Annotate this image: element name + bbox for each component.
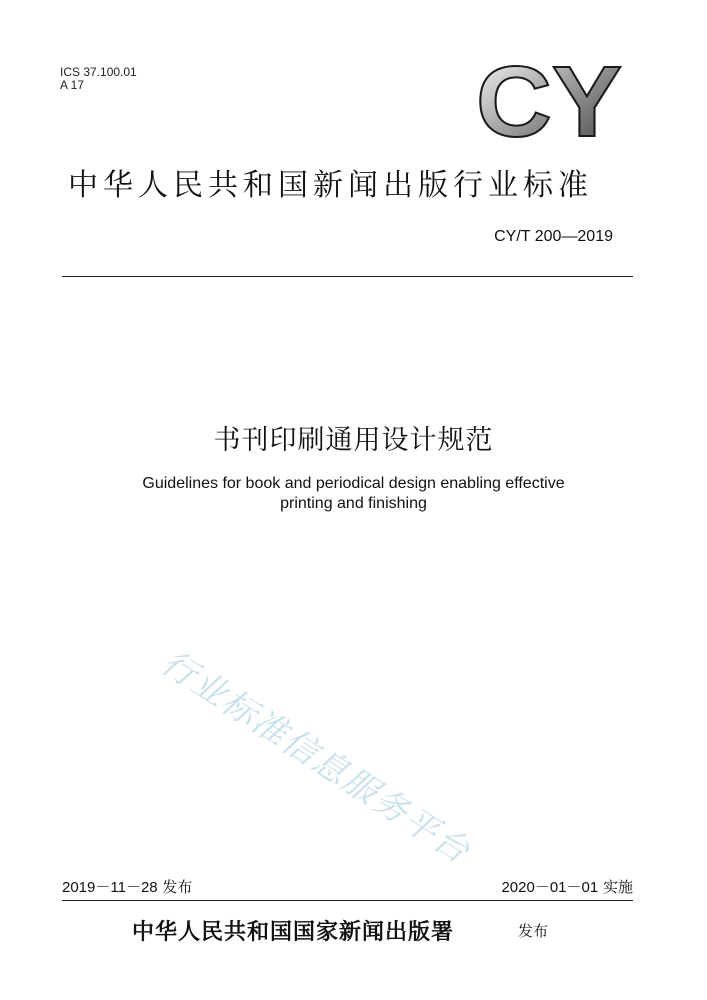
issue-date: 2019－11－28	[62, 879, 158, 896]
publish-label: 发布	[518, 922, 549, 940]
implement-label: 实施	[602, 878, 633, 896]
standard-category-title: 中华人民共和国新闻出版行业标准	[68, 168, 593, 203]
logo-text: CY	[476, 56, 622, 142]
cy-logo	[474, 56, 624, 142]
title-en-line1: Guidelines for book and periodical design enabling effective	[142, 475, 565, 492]
watermark: 行业标准信息服务平台	[153, 642, 478, 873]
standard-number: CY/T 200—2019	[494, 228, 613, 245]
classification-codes	[60, 66, 137, 92]
title-en-line2: printing and finishing	[280, 495, 427, 512]
issue-date-block	[62, 876, 192, 897]
footer-divider	[62, 900, 633, 901]
class-code: A 17	[60, 78, 85, 92]
implement-date-block	[501, 876, 633, 897]
header-divider	[62, 276, 633, 277]
implement-date: 2020－01－01	[501, 879, 599, 896]
publisher-name: 中华人民共和国国家新闻出版署	[132, 919, 455, 945]
ics-code: ICS 37.100.01	[60, 65, 137, 79]
issue-label: 发布	[162, 878, 193, 896]
document-title-english	[0, 474, 707, 514]
document-title-chinese: 书刊印刷通用设计规范	[213, 425, 494, 456]
